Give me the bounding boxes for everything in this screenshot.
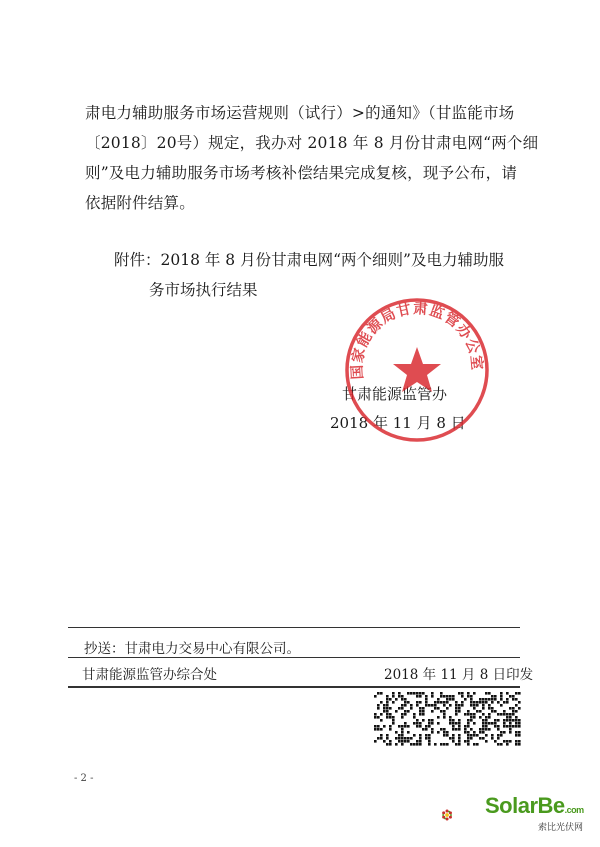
- brand-subtitle: 索比光伏网: [538, 822, 584, 832]
- divider: [68, 686, 520, 688]
- attachment-line: 附件：2018 年 8 月份甘肃电网“两个细则”及电力辅助服: [114, 251, 504, 269]
- brand-name: SolarBe.com: [485, 793, 584, 818]
- official-seal-icon: [342, 295, 492, 445]
- brand-domain: .com: [564, 805, 584, 815]
- cc-list: 抄送：甘肃电力交易中心有限公司。: [84, 641, 300, 657]
- issuing-office: 甘肃能源监管办综合处: [82, 667, 217, 683]
- barcode-icon: [372, 690, 522, 746]
- solarbe-logo-icon: [440, 792, 486, 838]
- divider: [68, 657, 520, 658]
- body-line: 〔2018〕20号）规定，我办对 2018 年 8 月份甘肃电网“两个细: [85, 134, 539, 152]
- divider: [68, 627, 520, 628]
- body-line: 依据附件结算。: [85, 194, 195, 212]
- body-line: 则”及电力辅助服务市场考核补偿结果完成复核，现予公布，请: [85, 164, 518, 182]
- print-date: 2018 年 11 月 8 日印发: [384, 667, 534, 683]
- page-number: - 2 -: [74, 773, 94, 784]
- body-paragraph: [85, 98, 539, 218]
- issuer-name: 甘肃能源监管办: [342, 385, 448, 403]
- seal-text: 国家能源局甘肃监管办公室: [348, 299, 486, 380]
- body-line: 肃电力辅助服务市场运营规则（试行）>的通知》（甘监能市场: [85, 104, 515, 122]
- signature-date: 2018 年 11 月 8 日: [330, 414, 466, 432]
- attachment-line: 务市场执行结果: [149, 281, 258, 299]
